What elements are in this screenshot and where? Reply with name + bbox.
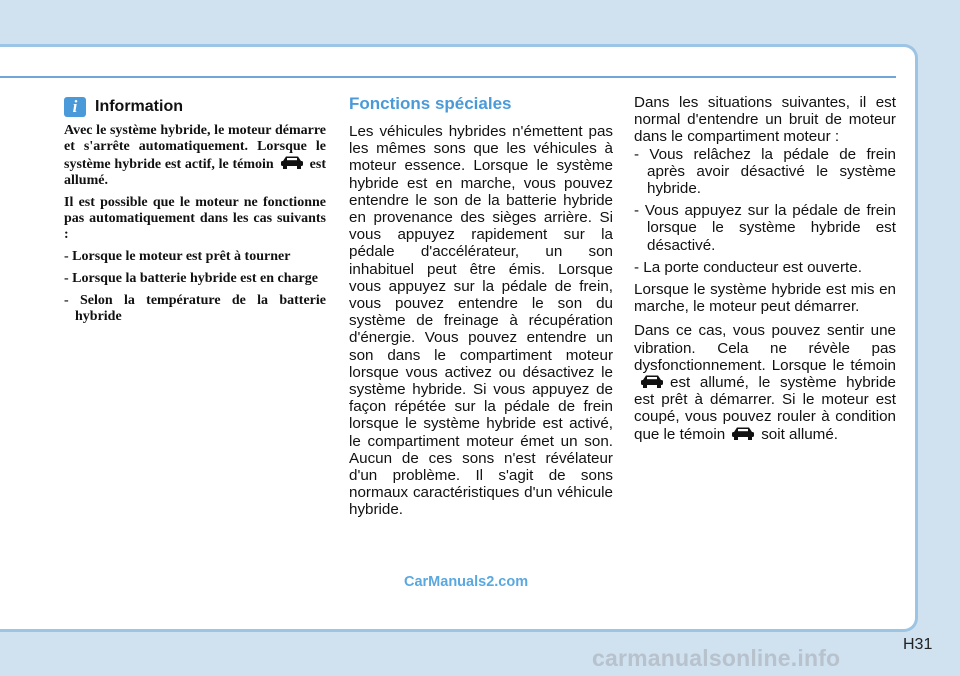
- information-header: [64, 93, 326, 121]
- list-item: - Selon la température de la batterie hybride: [64, 293, 326, 324]
- information-box: [64, 94, 326, 331]
- car-ready-icon: [280, 155, 304, 170]
- engine-noise-section: [634, 94, 896, 450]
- list-item: - Vous appuyez sur la pédale de frein lorsque le système hybride est désactivé.: [634, 202, 896, 254]
- header-rule: [0, 76, 896, 78]
- list-item: - Lorsque la batterie hybride est en charge: [64, 271, 318, 286]
- special-functions-body: Les véhicules hybrides n'émettent pas les mêmes sons que les véhicules à moteur essence. Lorsque le système hybride est en marche, vous pouvez entendre le son de la batterie hybride en provenance des sièges arrière. Si vous appuyez rapidement sur la pédale d'accélérateur, un son inhabituel peut être émis. Lorsque vous appuyez sur la pédale de frein, vous pouvez entendre le son du système de freinage à récupération d'énergie. Vous pouvez entendre un son dans le compartiment moteur lorsque vous activez ou désactivez le système hybride. Si vous appuyez de façon répétée sur la pédale de frein lorsque le système hybride est activé, le compartiment moteur émet un son. Aucun de ces sons n'est révélateur d'un problème. Il s'agit de sons normaux caractéristiques d'un véhicule hybride.: [349, 123, 613, 519]
- section-title: Fonctions spéciales: [349, 94, 512, 113]
- car-ready-icon: [731, 426, 755, 441]
- watermark-link[interactable]: CarManuals2.com: [404, 574, 529, 590]
- car-ready-icon: [640, 374, 664, 389]
- info-icon: i: [64, 97, 86, 117]
- engine-noise-list: [634, 146, 896, 276]
- engine-start-paragraph: Lorsque le système hybride est mis en marche, le moteur peut démarrer.: [634, 281, 896, 316]
- footer-watermark: carmanualsonline.info: [592, 645, 841, 671]
- page-number: H31: [903, 636, 933, 653]
- list-item: - Vous relâchez la pédale de frein après avoir désactivé le système hybride.: [634, 145, 896, 198]
- list-item: - La porte conducteur est ouverte.: [634, 258, 862, 276]
- special-functions-section: [349, 94, 613, 526]
- list-item: - Lorsque le moteur est prêt à tourner: [64, 249, 291, 264]
- information-paragraph-1: Avec le système hybride, le moteur démarre et s'arrête automatiquement. Lorsque le système hybride est actif, le témoin est allumé.: [64, 123, 326, 188]
- vibration-paragraph: Dans ce cas, vous pouvez sentir une vibration. Cela ne révèle pas dysfonctionnement. Lorsque le témoinest allumé, le système hybride est prêt à démarrer. Si le moteur est coupé, vous pouvez rouler à condition que le témoin soit allumé.: [634, 322, 896, 443]
- engine-noise-intro: Dans les situations suivantes, il est normal d'entendre un bruit de moteur dans le compartiment moteur :: [634, 94, 896, 146]
- information-paragraph-2: Il est possible que le moteur ne fonctionne pas automatiquement dans les cas suivants :: [64, 195, 326, 242]
- information-title: Information: [95, 98, 183, 115]
- information-list: [64, 249, 326, 325]
